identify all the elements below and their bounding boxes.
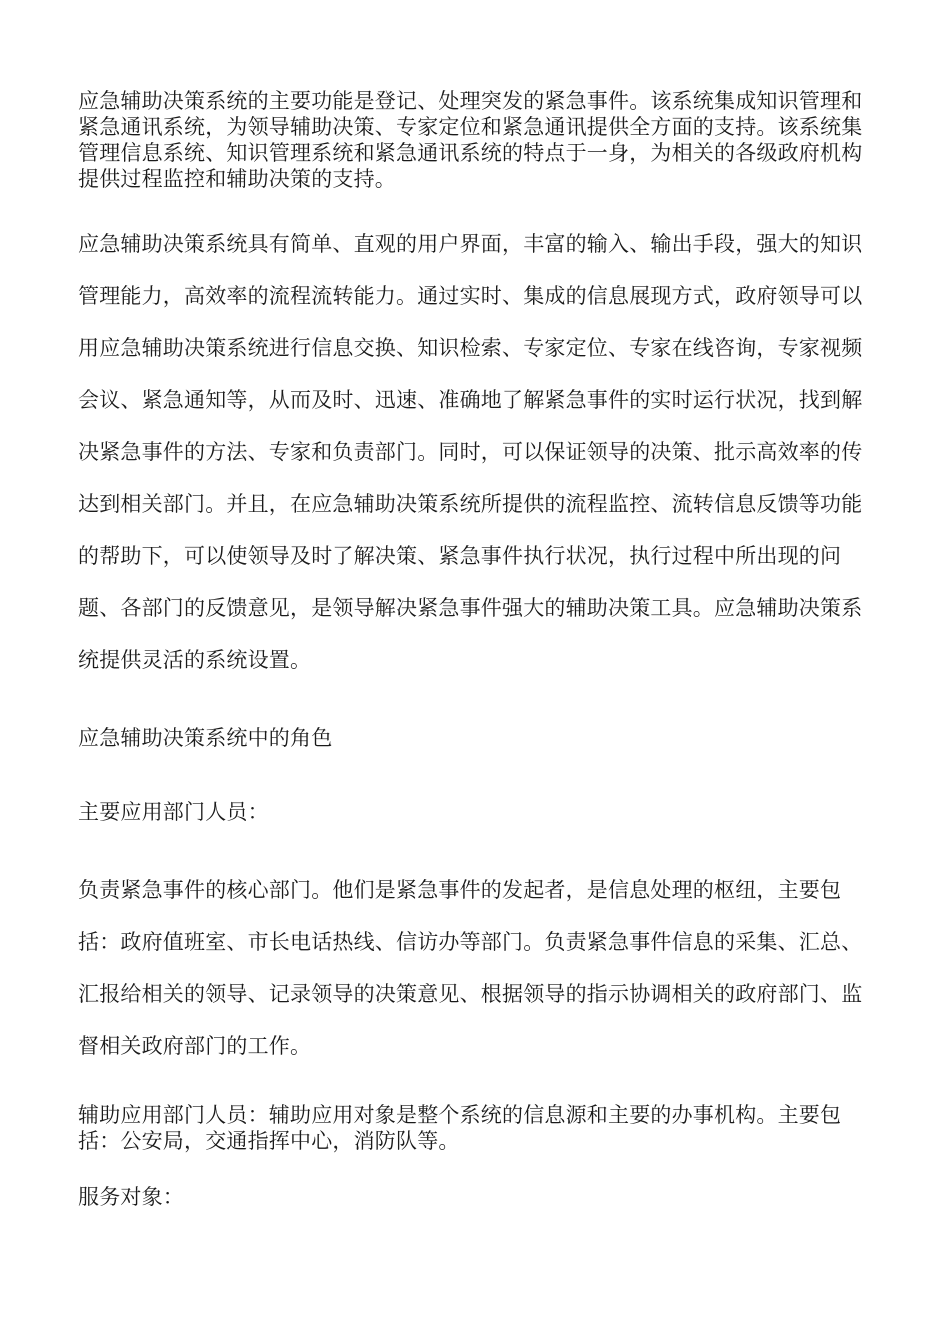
heading-roles: 应急辅助决策系统中的角色 (78, 726, 333, 750)
paragraph-aux-dept: 辅助应用部门人员：辅助应用对象是整个系统的信息源和主要的办事机构。主要包括：公安局，交通指挥中心，消防队等。 (78, 1103, 842, 1153)
heading-main-dept: 主要应用部门人员： (78, 800, 269, 824)
heading-service: 服务对象： (78, 1185, 184, 1209)
paragraph-main-dept: 负责紧急事件的核心部门。他们是紧急事件的发起者，是信息处理的枢纽，主要包括：政府值班室、市长电话热线、信访办等部门。负责紧急事件信息的采集、汇总、汇报给相关的领导、记录领导的决策意见、根据领导的指示协调相关的政府部门、监督相关政府部门的工作。 (78, 878, 863, 1058)
paragraph-features: 应急辅助决策系统具有简单、直观的用户界面，丰富的输入、输出手段，强大的知识管理能力，高效率的流程流转能力。通过实时、集成的信息展现方式，政府领导可以用应急辅助决策系统进行信息交换、知识检索、专家定位、专家在线咨询，专家视频会议、紧急通知等，从而及时、迅速、准确地了解紧急事件的实时运行状况，找到解决紧急事件的方法、专家和负责部门。同时，可以保证领导的决策、批示高效率的传达到相关部门。并且，在应急辅助决策系统所提供的流程监控、流转信息反馈等功能的帮助下，可以使领导及时了解决策、紧急事件执行状况，执行过程中所出现的问题、各部门的反馈意见，是领导解决紧急事件强大的辅助决策工具。应急辅助决策系统提供灵活的系统设置。 (78, 232, 863, 672)
document-page (78, 88, 878, 1210)
paragraph-intro: 应急辅助决策系统的主要功能是登记、处理突发的紧急事件。该系统集成知识管理和紧急通讯系统，为领导辅助决策、专家定位和紧急通讯提供全方面的支持。该系统集管理信息系统、知识管理系统和紧急通讯系统的特点于一身，为相关的各级政府机构提供过程监控和辅助决策的支持。 (78, 89, 863, 191)
